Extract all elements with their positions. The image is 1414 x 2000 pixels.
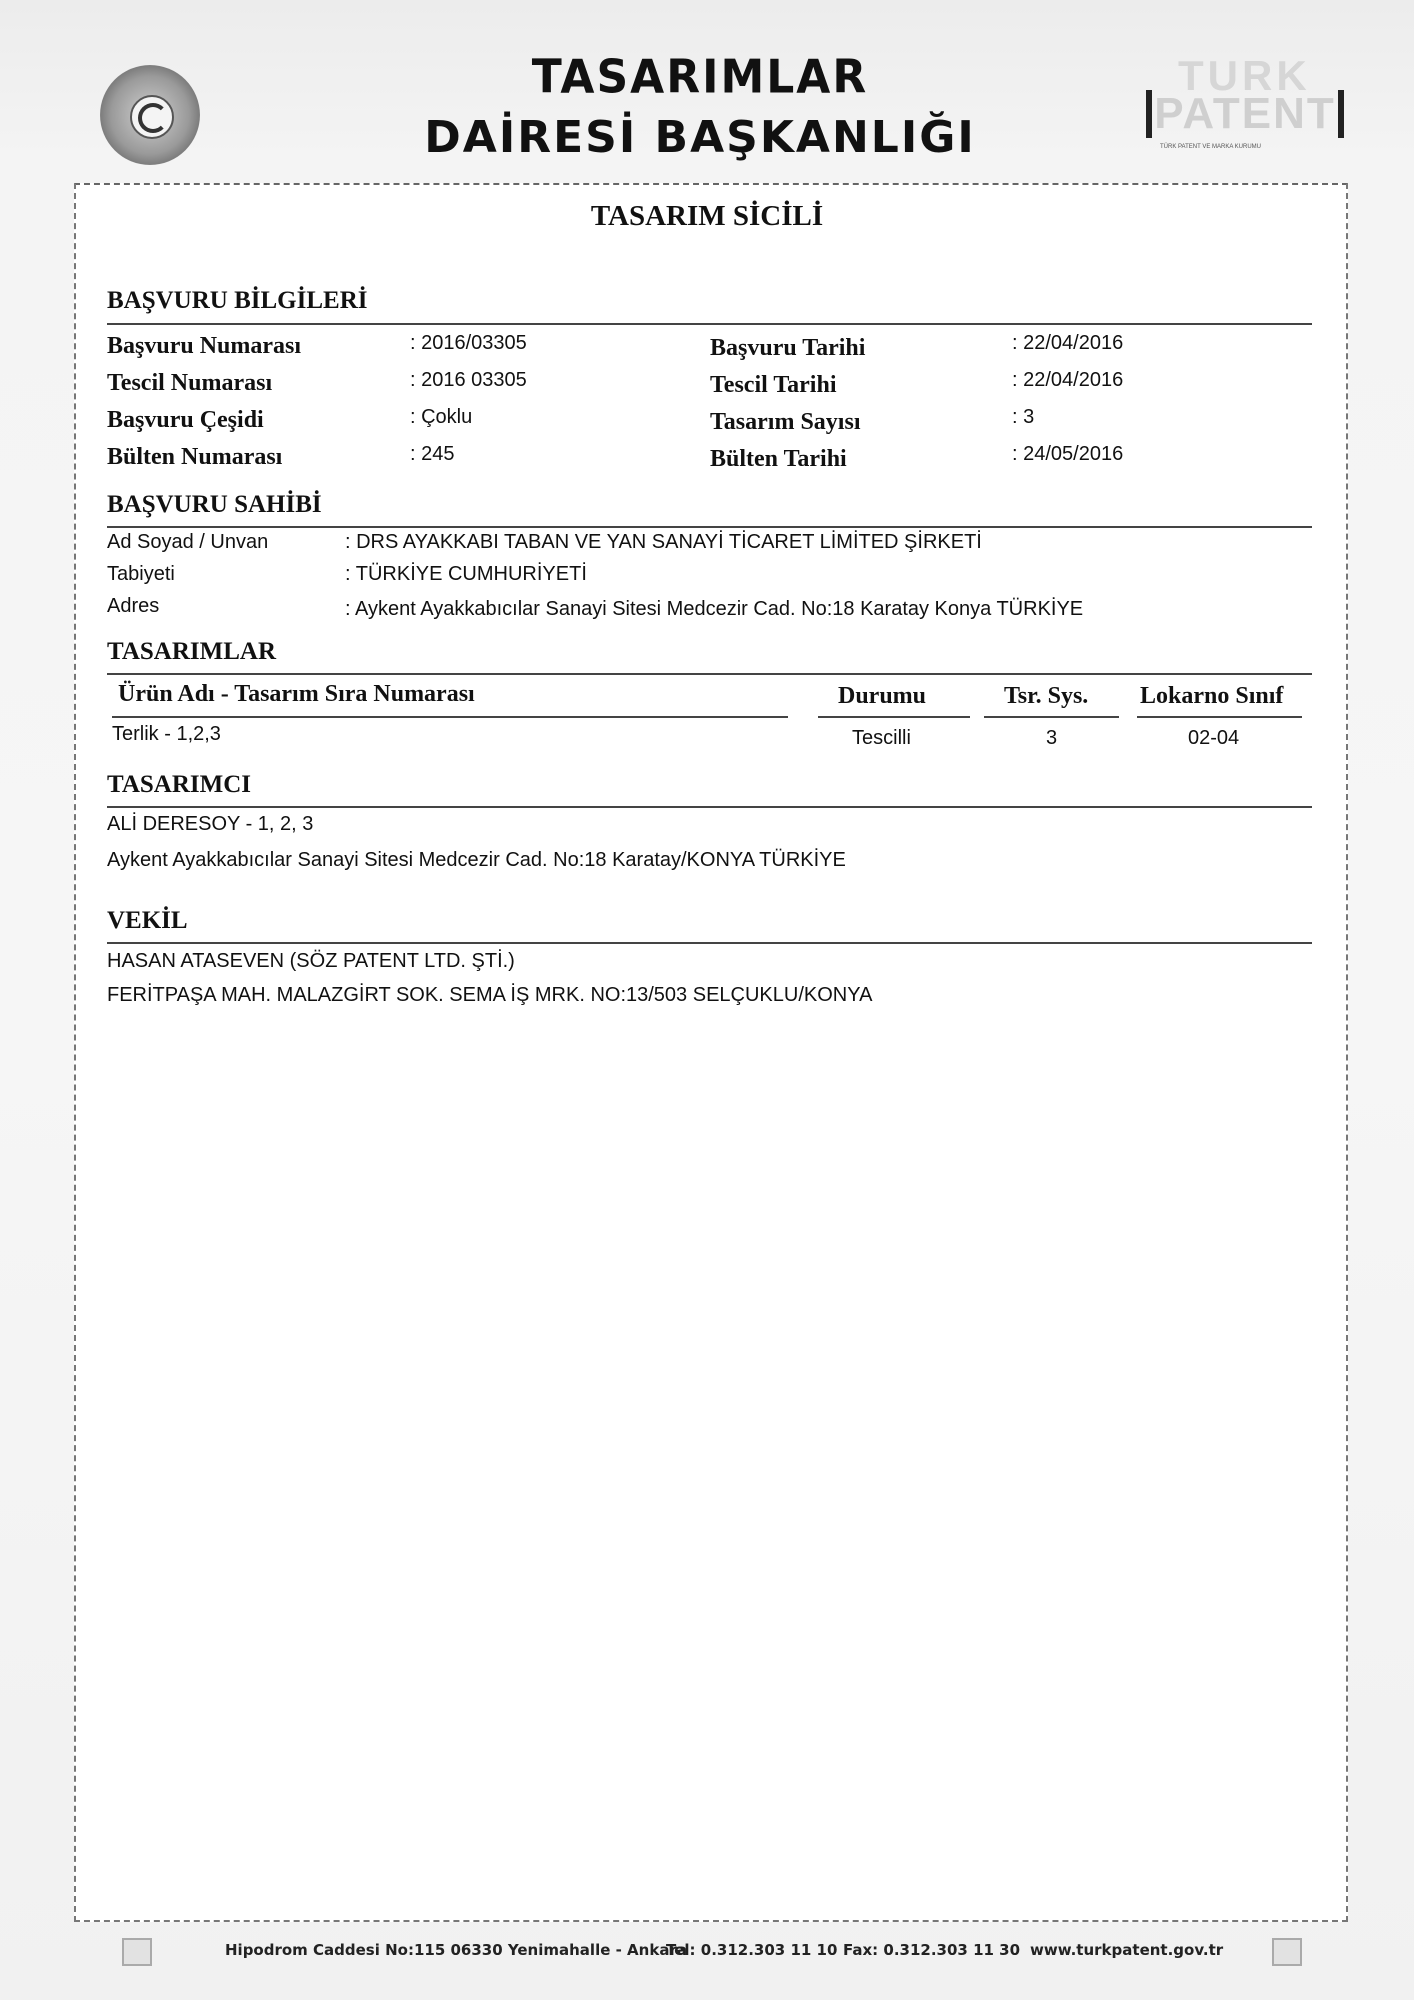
designer-address: Aykent Ayakkabıcılar Sanayi Sitesi Medcezir Cad. No:18 Karatay/KONYA TÜRKİYE	[107, 849, 846, 871]
column-underline	[1137, 716, 1302, 718]
field-value: : 22/04/2016	[1012, 369, 1124, 391]
owner-label-name: Ad Soyad / Unvan	[107, 531, 269, 553]
footer-fax: Fax: 0.312.303 11 30	[843, 1941, 1021, 1959]
turkpatent-logo	[1130, 52, 1350, 158]
crescent-icon	[138, 103, 168, 133]
logo-main-text: PATENT	[1146, 90, 1344, 138]
column-underline	[818, 716, 970, 718]
field-value: : Çoklu	[410, 406, 473, 428]
field-label: Bülten Numarası	[107, 444, 283, 470]
column-header-count: Tsr. Sys.	[1004, 683, 1089, 709]
state-seal-icon	[100, 65, 200, 165]
column-underline	[984, 716, 1119, 718]
owner-value-address: : Aykent Ayakkabıcılar Sanayi Sitesi Medcezir Cad. No:18 Karatay Konya TÜRKİYE	[345, 598, 1084, 620]
attorney-name: HASAN ATASEVEN (SÖZ PATENT LTD. ŞTİ.)	[107, 950, 515, 972]
table-cell-lokarno: 02-04	[1188, 727, 1240, 749]
attorney-address: FERİTPAŞA MAH. MALAZGİRT SOK. SEMA İŞ MRK. NO:13/503 SELÇUKLU/KONYA	[107, 984, 873, 1006]
logo-top-text: TURK	[1178, 52, 1311, 99]
column-header-status: Durumu	[838, 683, 927, 709]
header-title-line1: TASARIMLAR	[531, 50, 869, 105]
logo-sub-text: TÜRK PATENT VE MARKA KURUMU	[1160, 144, 1262, 150]
field-value: : 2016/03305	[410, 332, 527, 354]
footer-web: www.turkpatent.gov.tr	[1030, 1941, 1224, 1959]
column-header-lokarno: Lokarno Sınıf	[1140, 683, 1284, 709]
section-heading-tasarimci: TASARIMCI	[107, 771, 251, 798]
section-rule	[107, 806, 1312, 808]
owner-label-nationality: Tabiyeti	[107, 563, 175, 585]
field-value: : 245	[410, 443, 455, 465]
document-icon	[122, 1938, 152, 1966]
field-label: Tescil Numarası	[107, 370, 273, 396]
owner-label-address: Adres	[107, 595, 160, 617]
section-rule	[107, 323, 1312, 325]
document-icon	[1272, 1938, 1302, 1966]
field-value: : 22/04/2016	[1012, 332, 1124, 354]
page-footer	[0, 1938, 1414, 1964]
header-title-line2: DAİRESİ BAŞKANLIĞI	[424, 112, 976, 163]
column-underline	[112, 716, 788, 718]
table-cell-product: Terlik - 1,2,3	[112, 723, 221, 745]
column-header-product: Ürün Adı - Tasarım Sıra Numarası	[118, 681, 475, 707]
section-rule	[107, 673, 1312, 675]
section-rule	[107, 942, 1312, 944]
footer-tel: Tel: 0.312.303 11 10	[666, 1941, 838, 1959]
table-cell-status: Tescilli	[852, 727, 911, 749]
section-rule	[107, 526, 1312, 528]
field-value: : 2016 03305	[410, 369, 527, 391]
document-title: TASARIM SİCİLİ	[590, 200, 824, 232]
field-label: Tasarım Sayısı	[710, 409, 861, 435]
designer-name: ALİ DERESOY - 1, 2, 3	[107, 813, 314, 835]
field-label: Başvuru Numarası	[107, 333, 302, 359]
field-label: Başvuru Çeşidi	[107, 407, 264, 433]
section-heading-basvuru-sahibi: BAŞVURU SAHİBİ	[107, 491, 322, 518]
owner-value-name: : DRS AYAKKABI TABAN VE YAN SANAYİ TİCARET LİMİTED ŞİRKETİ	[345, 531, 982, 553]
section-heading-vekil: VEKİL	[107, 907, 188, 934]
field-label: Tescil Tarihi	[710, 372, 837, 398]
field-value: : 3	[1012, 406, 1035, 428]
table-cell-count: 3	[1046, 727, 1058, 749]
section-heading-basvuru-bilgileri: BAŞVURU BİLGİLERİ	[107, 287, 368, 314]
owner-value-nationality: : TÜRKİYE CUMHURİYETİ	[345, 563, 587, 585]
field-value: : 24/05/2016	[1012, 443, 1124, 465]
field-label: Bülten Tarihi	[710, 446, 847, 472]
field-label: Başvuru Tarihi	[710, 335, 866, 361]
footer-address: Hipodrom Caddesi No:115 06330 Yenimahalle - Ankara	[225, 1941, 687, 1959]
section-heading-tasarimlar: TASARIMLAR	[107, 638, 276, 665]
